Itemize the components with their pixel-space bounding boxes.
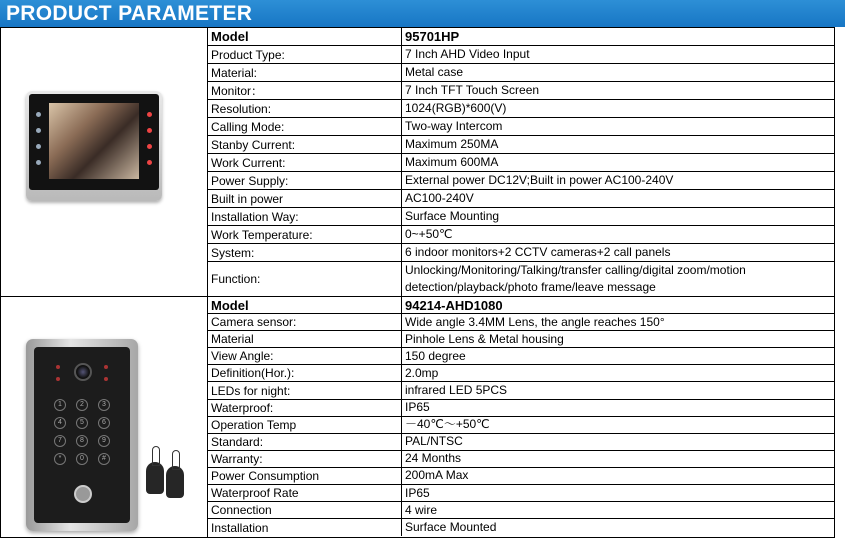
spec-row [208,208,835,226]
keypad-key: 4 [54,417,66,429]
rfid-tag-icon [146,462,164,494]
monitor-image-cell [1,28,208,296]
spec-label: LEDs for night: [208,382,402,398]
spec-label: View Angle: [208,348,402,364]
spec-row [208,136,835,154]
spec-label: Model [208,28,402,45]
spec-value: infrared LED 5PCS [405,383,508,398]
keypad-key: 2 [76,399,88,411]
spec-row [208,348,835,365]
keypad-key: * [54,453,66,465]
spec-value: Wide angle 3.4MM Lens, the angle reaches 150° [405,314,665,329]
spec-row [208,434,835,451]
spec-label: Product Type: [208,46,402,63]
monitor-spec-table [208,28,835,296]
page-banner [0,0,845,27]
spec-row [208,451,835,468]
spec-label: Power Consumption [208,468,402,484]
spec-value: 1024(RGB)*600(V) [405,101,507,115]
keypad-key: 6 [98,417,110,429]
spec-label: Model [208,297,402,313]
keypad-key: 5 [76,417,88,429]
spec-row [208,382,835,399]
spec-row [208,172,835,190]
spec-value: Surface Mounting [405,209,500,223]
spec-label: Stanby Current: [208,136,402,153]
rfid-tag-icon [166,466,184,498]
spec-value: 94214-AHD1080 [405,297,503,313]
spec-value: Two-way Intercom [405,119,503,133]
spec-value: 150 degree [405,348,466,363]
spec-label: Monitor： [208,82,402,99]
camera-spec-section [0,297,835,538]
spec-row [208,502,835,519]
spec-row [208,64,835,82]
spec-label: Work Temperature: [208,226,402,243]
spec-label: Definition(Hor.): [208,365,402,381]
spec-label: Resolution: [208,100,402,117]
spec-label: Calling Mode: [208,118,402,135]
spec-value: 6 indoor monitors+2 CCTV cameras+2 call panels [405,245,671,259]
spec-value: Unlocking/Monitoring/Talking/transfer calling/digital zoom/motion detection/playback/photo frame/leave message [405,263,746,294]
spec-row [208,314,835,331]
spec-row [208,154,835,172]
spec-value: IP65 [405,485,430,500]
spec-row [208,28,835,46]
spec-value: －40℃～+50℃ [405,417,490,432]
spec-value: Maximum 600MA [405,155,499,169]
camera-lens [74,363,92,381]
spec-row [208,365,835,382]
spec-value: 2.0mp [405,365,439,380]
spec-label: Warranty: [208,451,402,467]
spec-label: Material: [208,64,402,81]
spec-row [208,297,835,314]
spec-value: 0~+50℃ [405,227,453,241]
spec-row [208,485,835,502]
spec-label: Waterproof: [208,400,402,416]
spec-label: Camera sensor: [208,314,402,330]
spec-value: External power DC12V;Built in power AC100-240V [405,173,674,187]
indoor-monitor-image [26,91,162,201]
spec-row [208,226,835,244]
spec-label: Function: [208,262,402,296]
spec-label: Work Current: [208,154,402,171]
spec-row [208,46,835,64]
camera-spec-table [208,297,835,536]
spec-value: PAL/NTSC [405,434,463,449]
call-button [74,485,92,503]
spec-value: 7 Inch TFT Touch Screen [405,83,540,97]
spec-row [208,331,835,348]
keypad-key: # [98,453,110,465]
keypad-key: 8 [76,435,88,447]
spec-row [208,118,835,136]
spec-label: Operation Temp [208,417,402,433]
spec-value: IP65 [405,400,430,415]
keypad-key: 1 [54,399,66,411]
spec-label: Installation Way: [208,208,402,225]
spec-value: Metal case [405,65,464,79]
spec-label: Installation [208,519,402,536]
spec-value: AC100-240V [405,191,474,205]
spec-label: Material [208,331,402,347]
spec-value: 200mA Max [405,468,469,483]
keypad-key: 9 [98,435,110,447]
banner-title: PRODUCT PARAMETER [6,2,253,25]
spec-row [208,82,835,100]
spec-label: Built in power [208,190,402,207]
spec-row [208,400,835,417]
spec-value: 24 Months [405,451,462,466]
spec-value: Maximum 250MA [405,137,499,151]
spec-row [208,417,835,434]
spec-label: Waterproof Rate [208,485,402,501]
spec-label: Connection [208,502,402,518]
door-station-image [26,339,138,531]
spec-row [208,100,835,118]
spec-label: Power Supply: [208,172,402,189]
spec-value: 4 wire [405,502,438,517]
spec-value: Surface Mounted [405,520,497,535]
spec-value: 7 Inch AHD Video Input [405,47,530,61]
spec-row [208,468,835,485]
keypad-key: 7 [54,435,66,447]
monitor-spec-section [0,27,835,297]
spec-row [208,190,835,208]
spec-row [208,262,835,296]
spec-label: System: [208,244,402,261]
keypad-key: 3 [98,399,110,411]
spec-value: Pinhole Lens & Metal housing [405,331,564,346]
keypad-key: 0 [76,453,88,465]
spec-row [208,519,835,536]
camera-image-cell [1,297,208,537]
spec-value: 95701HP [405,29,460,44]
spec-label: Standard: [208,434,402,450]
monitor-screen [49,103,139,179]
spec-row [208,244,835,262]
